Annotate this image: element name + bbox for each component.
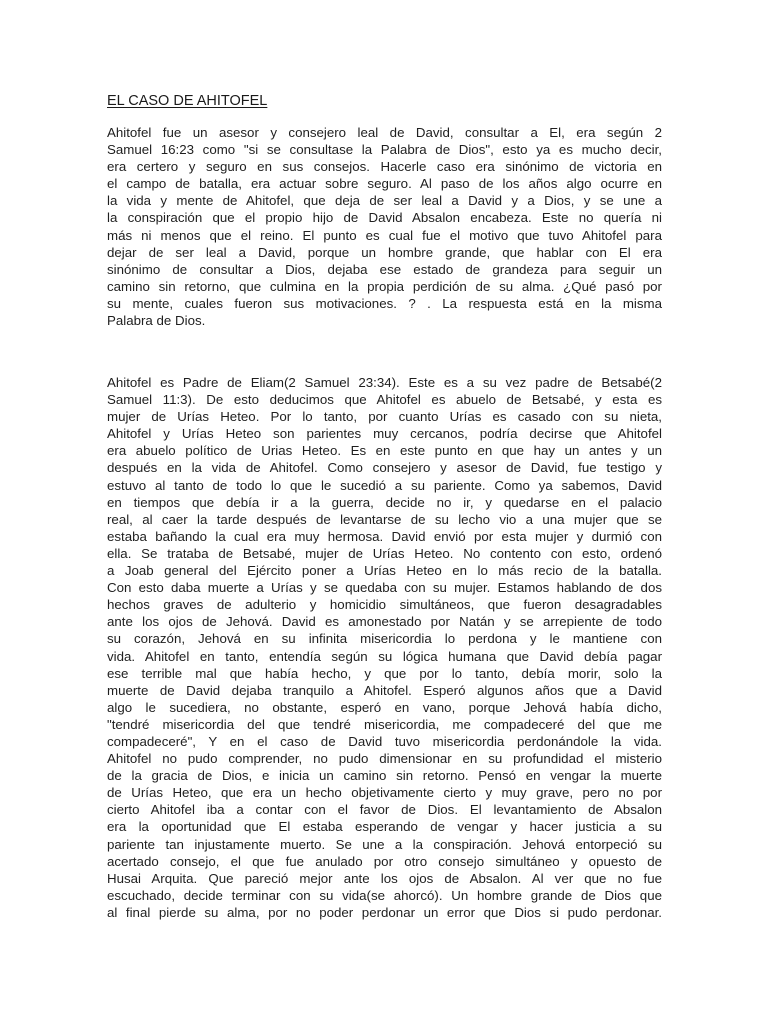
text-line: la vida y mente de Ahitofel, que deja de ser leal a David y a Dios, y se une a [107,193,662,209]
text-line: más ni menos que el reino. El punto es cual fue el motivo que tuvo Ahitofel para [107,227,662,243]
text-line: algo le sucediera, no obstante, esperó en vano, porque Jehová había dicho, [107,699,662,715]
text-line: muerte de David dejaba tranquilo a Ahitofel. Esperó algunos años que a David [107,682,662,698]
text-line: Ahitofel no pudo comprender, no pudo dimensionar en su profundidad el misterio [107,751,662,767]
text-line: su mente, cuales fueron sus motivaciones. ? . La respuesta está en la misma [107,295,662,311]
text-line: su corazón, Jehová en su infinita misericordia lo perdona y le mantiene con [107,631,662,647]
text-line: de la gracia de Dios, e inicia un camino sin retorno. Pensó en vengar la muerte [107,768,662,784]
text-line: "tendré misericordia del que tendré misericordia, me compadeceré del que me [107,716,662,732]
text-line: hechos graves de adulterio y homicidio simultáneos, que fueron desagradables [107,597,662,613]
text-line: compadeceré", Y en el caso de David tuvo misericordia perdonándole la vida. [107,733,662,749]
paragraph-1 [107,124,662,329]
text-line: sinónimo de consultar a Dios, dejaba ese estado de grandeza para seguir un [107,261,662,277]
text-line: Samuel 16:23 como "si se consultase la Palabra de Dios", esto ya es mucho decir, [107,142,662,158]
text-line: camino sin retorno, que culmina en la propia perdición de su alma. ¿Qué pasó por [107,278,662,294]
text-line: ante los ojos de Jehová. David es amonestado por Natán y se arrepiente de todo [107,614,662,630]
text-line: Ahitofel y Urías Heteo son parientes muy cercanos, podría decirse que Ahitofel [107,426,662,442]
text-line: Ahitofel es Padre de Eliam(2 Samuel 23:34). Este es a su vez padre de Betsabé(2 [107,375,662,390]
text-line: Samuel 11:3). De esto deducimos que Ahitofel es abuelo de Betsabé, y esta es [107,392,662,408]
text-line: cierto Ahitofel iba a contar con el favor de Dios. El levantamiento de Absalon [107,802,662,818]
text-line: vida. Ahitofel en tanto, entendía según su lógica humana que David debía pagar [107,648,662,664]
text-line: escuchado, decide terminar con su vida(se ahorcó). Un hombre grande de Dios que [107,887,662,903]
text-line: era certero y seguro en sus consejos. Hacerle caso era sinónimo de victoria en [107,159,662,175]
text-line: de Urías Heteo, que era un hecho objetivamente cierto y muy grave, pero no por [107,785,662,801]
text-line: pariente tan injustamente muerto. Se une a la conspiración. Jehová entorpeció su [107,836,662,852]
text-line: Palabra de Dios. [107,313,206,329]
document-title: EL CASO DE AHITOFEL [107,93,268,109]
paragraph-2 [107,374,662,921]
text-line: acertado consejo, el que fue anulado por otro consejo simultáneo y opuesto de [107,853,662,869]
text-line: era la oportunidad que El estaba esperando de vengar y hacer justicia a su [107,819,662,835]
text-line: era abuelo político de Urias Heteo. Es en este punto en que hay un antes y un [107,443,662,459]
text-line: después en la vida de Ahitofel. Como consejero y asesor de David, fue testigo y [107,460,662,476]
text-line: ella. Se trataba de Betsabé, mujer de Urías Heteo. No contento con esto, ordenó [107,545,662,561]
text-line: real, al caer la tarde después de levantarse de su lecho vio a una mujer que se [107,511,662,527]
text-line: al final pierde su alma, por no poder perdonar un error que Dios si pudo perdonar. [107,904,662,920]
text-line: Con esto daba muerte a Urías y se quedaba con su mujer. Estamos hablando de dos [107,580,662,596]
text-line: en tiempos que debía ir a la guerra, decide no ir, y quedarse en el palacio [107,494,662,510]
text-line: estaba bañando la cual era muy hermosa. David envió por esta mujer y durmió con [107,528,662,544]
text-line: Ahitofel fue un asesor y consejero leal de David, consultar a El, era según 2 [107,125,662,140]
text-line: dejar de ser leal a David, porque un hombre grande, que hablar con El era [107,244,662,260]
text-line: ese terrible mal que había hecho, y que por lo tanto, debía morir, solo la [107,665,662,681]
text-line: Husai Arquita. Que pareció mejor ante los ojos de Absalon. Al ver que no fue [107,870,662,886]
text-line: a Joab general del Ejército poner a Urías Heteo en lo más recio de la batalla. [107,563,662,579]
text-line: mujer de Urías Heteo. Por lo tanto, por cuanto Urías es casado con su nieta, [107,409,662,425]
text-line: la conspiración que el propio hijo de David Absalon encabeza. Este no quería ni [107,210,662,226]
text-line: estuvo al tanto de todo lo que le sucedió a su pariente. Como ya sabemos, David [107,477,662,493]
text-line: el campo de batalla, era actuar sobre seguro. Al paso de los años algo ocurre en [107,176,662,192]
